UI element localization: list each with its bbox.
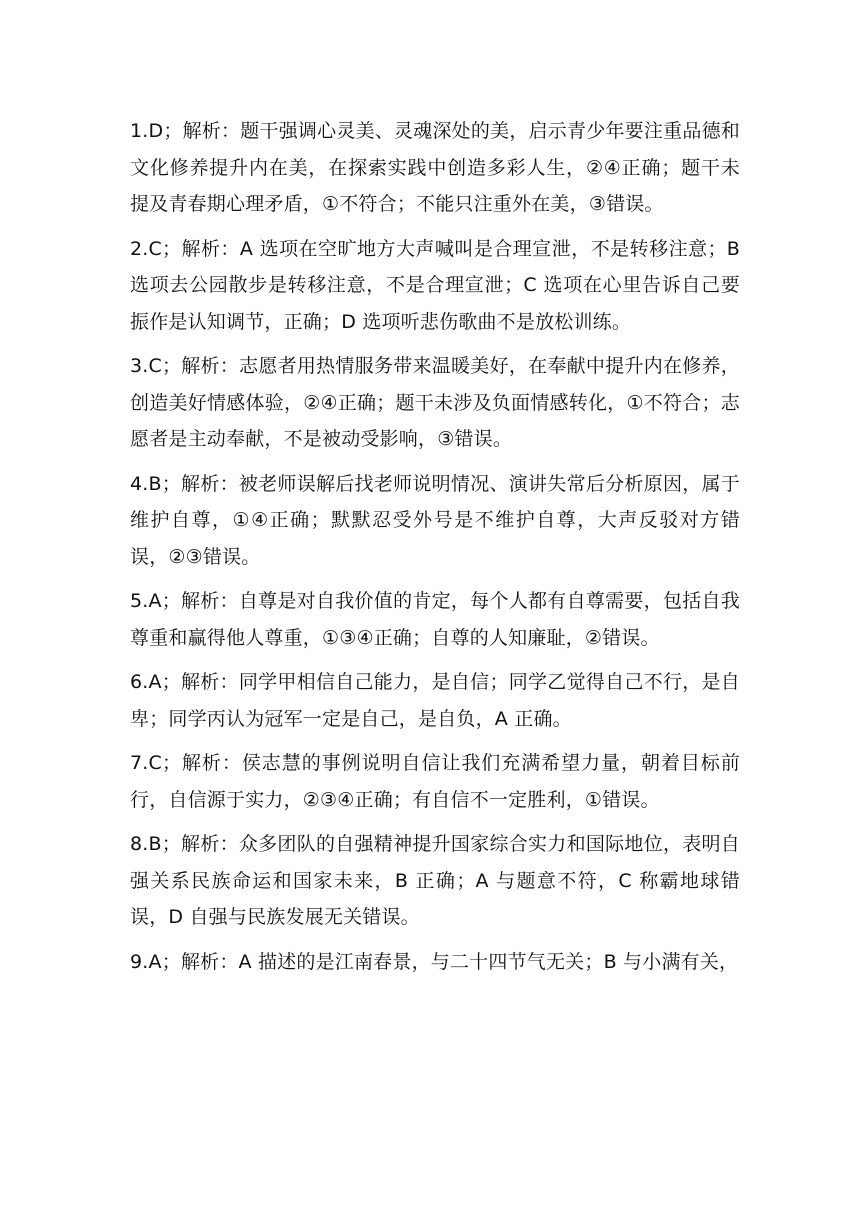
- answer-item-9: 9.A；解析：A 描述的是江南春景，与二十四节气无关；B 与小满有关，: [130, 950, 739, 973]
- answer-item-4: 4.B；解析：被老师误解后找老师说明情况、演讲失常后分析原因，属于维护自尊，①④正确；默默忍受外号是不维护自尊，大声反驳对方错误，②③错误。: [130, 472, 740, 568]
- answer-item-6: 6.A；解析：同学甲相信自己能力，是自信；同学乙觉得自己不行，是自卑；同学丙认为冠军一定是自己，是自负，A 正确。: [130, 671, 740, 730]
- answer-item-3: 3.C；解析：志愿者用热情服务带来温暖美好，在奉献中提升内在修养，创造美好情感体验，②④正确；题干未涉及负面情感转化，①不符合；志愿者是主动奉献，不是被动受影响，③错误。: [130, 355, 740, 450]
- answer-item-8: 8.B；解析：众多团队的自强精神提升国家综合实力和国际地位，表明自强关系民族命运和国家未来，B 正确；A 与题意不符，C 称霸地球错误，D 自强与民族发展无关错误。: [130, 833, 740, 928]
- answer-item-5: 5.A；解析：自尊是对自我价值的肯定，每个人都有自尊需要，包括自我尊重和赢得他人尊重，①③④正确；自尊的人知廉耻，②错误。: [130, 590, 740, 649]
- answer-item-7: 7.C；解析：侯志慧的事例说明自信让我们充满希望力量，朝着目标前行，自信源于实力，②③④正确；有自信不一定胜利，①错误。: [130, 752, 740, 811]
- answer-list: [130, 113, 740, 988]
- answer-item-2: 2.C；解析：A 选项在空旷地方大声喊叫是合理宣泄，不是转移注意；B 选项去公园散步是转移注意，不是合理宣泄；C 选项在心里告诉自己要振作是认知调节，正确；D 选项听悲伤歌曲不是放松训练。: [130, 237, 740, 333]
- answer-item-1: 1.D；解析：题干强调心灵美、灵魂深处的美，启示青少年要注重品德和文化修养提升内在美，在探索实践中创造多彩人生，②④正确；题干未提及青春期心理矛盾，①不符合；不能只注重外在美，③错误。: [130, 120, 740, 215]
